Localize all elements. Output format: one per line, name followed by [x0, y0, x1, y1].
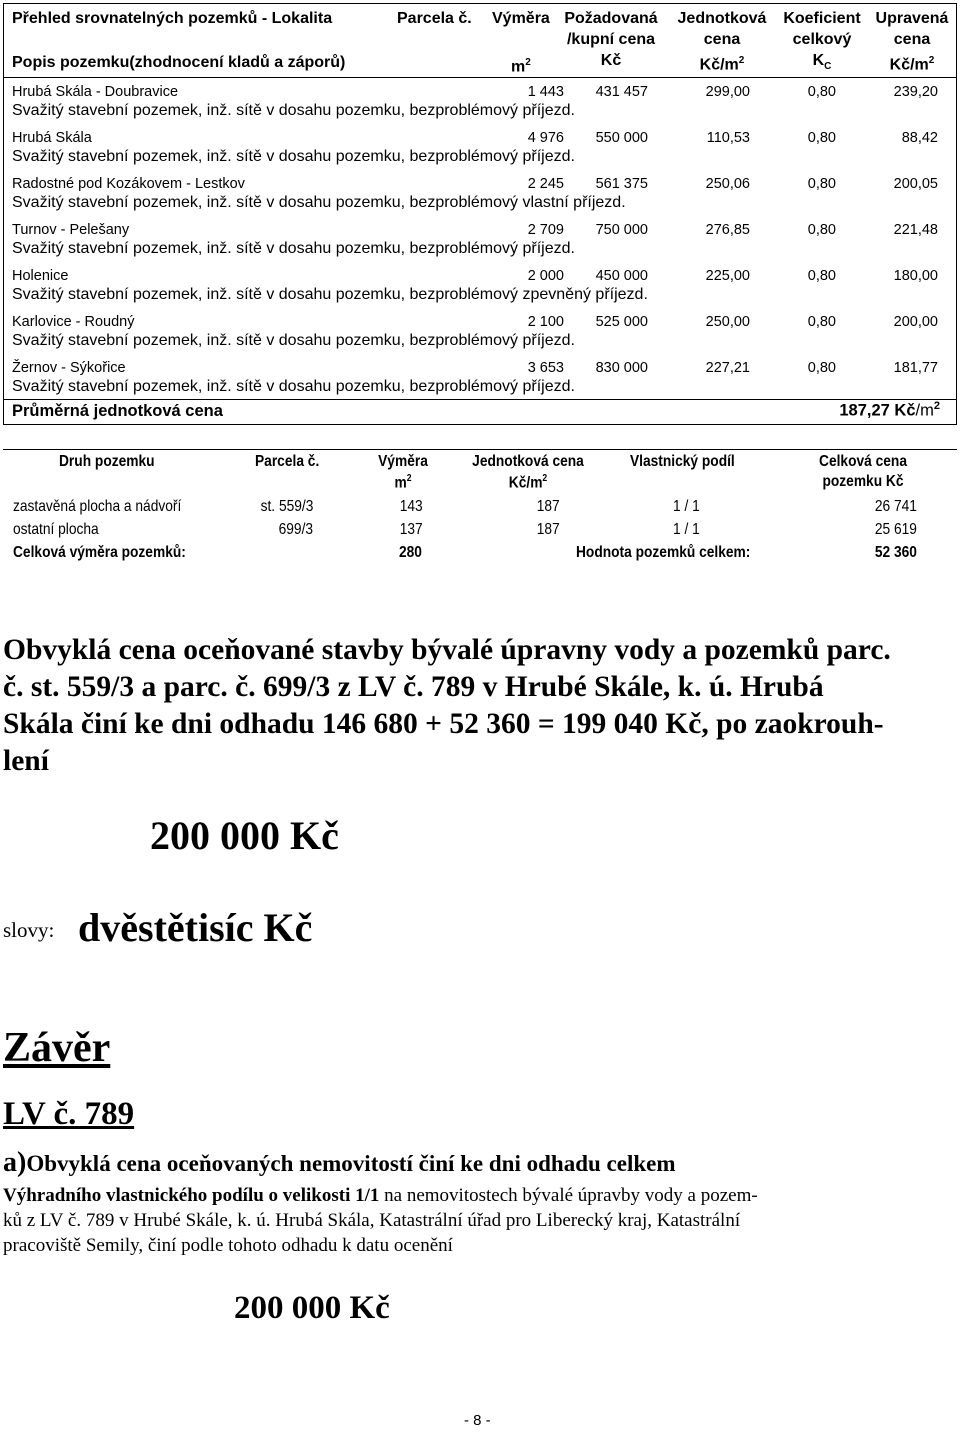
land-header-share: Vlastnický podíl	[630, 453, 735, 470]
row-adjusted-price: 88,42	[901, 130, 938, 146]
land-header-parcel: Parcela č.	[255, 453, 320, 470]
header-adjusted: Upravená cena $Kč/m^2$	[875, 10, 949, 74]
row-adjusted-price: 200,05	[893, 176, 938, 192]
row-coefficient: 0,80	[807, 268, 836, 284]
row-description: Svažitý stavební pozemek, inž. sítě v dosahu pozemku, bezproblémový příjezd.	[12, 378, 575, 395]
row-price: 431 457	[595, 84, 648, 100]
land-table	[3, 449, 957, 576]
rounded-amount: 200 000 Kč	[150, 813, 339, 858]
rows-divider	[4, 399, 956, 400]
row-unit-price: 225,00	[705, 268, 750, 284]
row-coefficient: 0,80	[807, 222, 836, 238]
row-unit-price: 250,00	[705, 314, 750, 330]
header-description: Popis pozemku(zhodnocení kladů a záporů)	[12, 54, 346, 71]
row-description: Svažitý stavební pozemek, inž. sítě v dosahu pozemku, bezproblémový příjezd.	[12, 102, 575, 119]
row-adjusted-price: 200,00	[893, 314, 938, 330]
row-unit-price: 250,06	[705, 176, 750, 192]
row-area: 4 976	[527, 130, 564, 146]
row-area: 2 709	[527, 222, 564, 238]
row-price: 561 375	[595, 176, 648, 192]
land-row-area: 137	[400, 521, 423, 538]
row-unit-price: 110,53	[706, 130, 750, 146]
row-locality: Turnov - Pelešany	[12, 222, 130, 238]
row-description: Svažitý stavební pozemek, inž. sítě v dosahu pozemku, bezproblémový vlastní příjezd.	[12, 194, 626, 211]
land-row-parcel: st. 559/3	[260, 498, 313, 515]
row-description: Svažitý stavební pozemek, inž. sítě v dosahu pozemku, bezproblémový zpevněný příjezd.	[12, 286, 648, 303]
row-unit-price: 227,21	[705, 360, 750, 376]
row-area: 3 653	[527, 360, 564, 376]
header-locality: Přehled srovnatelných pozemků - Lokalita	[12, 10, 333, 27]
row-description: Svažitý stavební pozemek, inž. sítě v dosahu pozemku, bezproblémový příjezd.	[12, 240, 575, 257]
row-price: 830 000	[595, 360, 648, 376]
row-description: Svažitý stavební pozemek, inž. sítě v dosahu pozemku, bezproblémový příjezd.	[12, 332, 575, 349]
land-row-unit-price: 187	[537, 498, 560, 515]
average-value: 187,27 $Kč/m^2$	[839, 400, 940, 420]
final-paragraph: Výhradního vlastnického podílu o velikosti 1/1 na nemovitostech bývalé úpravby vody a pozem- ků z LV č. 789 v Hrubé Skále, k. ú. Hrubá Skála, Katastrální úřad pro Liberecký kraj, Katastrální pracoviště Semily, činí podle tohoto odhadu k datu ocenění	[3, 1185, 758, 1256]
row-coefficient: 0,80	[807, 360, 836, 376]
row-area: 1 443	[527, 84, 564, 100]
row-price: 525 000	[595, 314, 648, 330]
land-row-area: 143	[400, 498, 423, 515]
land-row-parcel: 699/3	[278, 521, 313, 538]
row-coefficient: 0,80	[807, 84, 836, 100]
land-row-share: 1 / 1	[673, 521, 700, 538]
lv-heading: LV č. 789	[3, 1096, 135, 1132]
row-locality: Hrubá Skála	[12, 130, 92, 146]
land-header-unit-price: Jednotková cena $Kč/m^2$	[472, 453, 584, 492]
item-a-heading: a)Obvyklá cena oceňovaných nemovitostí činí ke dni odhadu celkem	[3, 1147, 676, 1178]
land-header-type: Druh pozemku	[59, 453, 155, 470]
row-area: 2 245	[527, 176, 564, 192]
slovy-label: slovy:	[3, 918, 55, 942]
row-coefficient: 0,80	[807, 130, 836, 146]
row-locality: Žernov - Sýkořice	[12, 360, 126, 376]
row-adjusted-price: 221,48	[893, 222, 938, 238]
header-parcel: Parcela č.	[397, 10, 472, 27]
row-adjusted-price: 180,00	[893, 268, 938, 284]
land-row-total: 26 741	[874, 498, 917, 515]
row-price: 550 000	[595, 130, 648, 146]
header-coefficient: Koeficient celkový $K_C$	[783, 10, 861, 73]
land-row-unit-price: 187	[537, 521, 560, 538]
land-sum-value-label: Hodnota pozemků celkem:	[576, 544, 751, 561]
header-unit-price: Jednotková cena $Kč/m^2$	[677, 10, 767, 74]
average-label: Průměrná jednotková cena	[12, 402, 223, 420]
row-adjusted-price: 181,77	[893, 360, 938, 376]
section-title-zaver: Závěr	[3, 1025, 111, 1071]
row-locality: Radostné pod Kozákovem - Lestkov	[12, 176, 245, 192]
header-divider	[4, 77, 956, 78]
row-coefficient: 0,80	[807, 314, 836, 330]
land-row-type: ostatní plocha	[13, 521, 99, 538]
row-price: 750 000	[595, 222, 648, 238]
land-row-type: zastavěná plocha a nádvoří	[13, 498, 182, 515]
row-locality: Karlovice - Roudný	[12, 314, 135, 330]
conclusion-paragraph: Obvyklá cena oceňované stavby bývalé úpravny vody a pozemků parc. č. st. 559/3 a parc. č. 699/3 z LV č. 789 v Hrubé Skále, k. ú. Hrubá Skála činí ke dni odhadu 146 680 + 52 360 = 199 040 Kč, po zaokrouh- lení	[3, 634, 891, 777]
land-sum-value: 52 360	[874, 544, 917, 561]
row-price: 450 000	[595, 268, 648, 284]
row-locality: Holenice	[12, 268, 69, 284]
page-number: - 8 -	[464, 1412, 491, 1429]
row-description: Svažitý stavební pozemek, inž. sítě v dosahu pozemku, bezproblémový příjezd.	[12, 148, 575, 165]
row-area: 2 100	[527, 314, 564, 330]
row-unit-price: 299,00	[705, 84, 750, 100]
row-area: 2 000	[527, 268, 564, 284]
land-row-total: 25 619	[874, 521, 917, 538]
final-amount: 200 000 Kč	[234, 1290, 390, 1326]
comparison-table	[3, 3, 957, 425]
land-row-share: 1 / 1	[673, 498, 700, 515]
header-area-unit: $m^2$	[511, 57, 531, 76]
land-sum-label: Celková výměra pozemků:	[13, 544, 186, 561]
row-coefficient: 0,80	[807, 176, 836, 192]
land-header-area: Výměra $m^2$	[378, 453, 428, 492]
header-area: Výměra	[492, 10, 550, 27]
land-header-total: Celková cena pozemku Kč	[819, 453, 907, 490]
row-unit-price: 276,85	[705, 222, 750, 238]
row-adjusted-price: 239,20	[893, 84, 938, 100]
header-price: Požadovaná /kupní cena Kč	[564, 10, 658, 69]
row-locality: Hrubá Skála - Doubravice	[12, 84, 179, 100]
amount-in-words: dvěstětisíc Kč	[78, 905, 313, 950]
land-sum-area: 280	[399, 544, 422, 561]
